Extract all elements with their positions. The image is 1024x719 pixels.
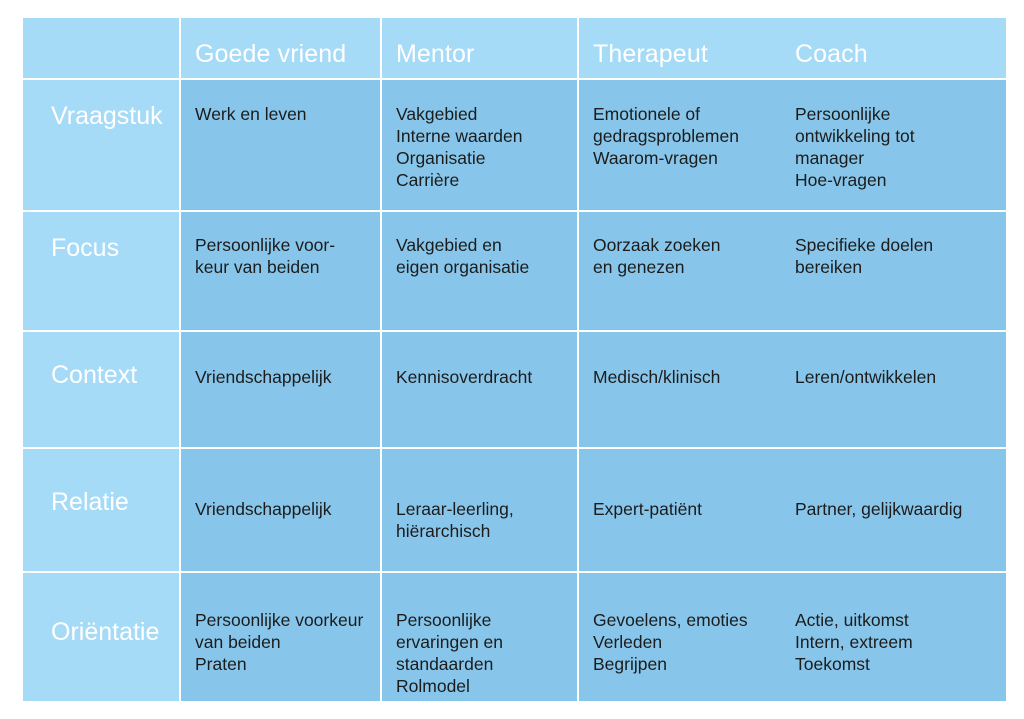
row-header-relatie: Relatie [23, 449, 181, 573]
table-cell [181, 212, 382, 332]
cell-line: Persoonlijke [795, 104, 891, 124]
cell-line: Vriendschappelijk [195, 499, 332, 519]
cell-line: Vriendschappelijk [195, 367, 332, 387]
table-cell [382, 573, 579, 703]
table-cell [781, 332, 1008, 449]
row-header-focus: Focus [23, 212, 181, 332]
cell-line: Vakgebied [396, 104, 478, 124]
cell-line: Specifieke doelen [795, 235, 934, 255]
cell-line: Hoe-vragen [795, 170, 887, 190]
cell-line: Gevoelens, emoties [593, 610, 748, 630]
cell-line: Medisch/klinisch [593, 367, 721, 387]
cell-line: ontwikkeling tot [795, 126, 915, 146]
table-cell [579, 332, 781, 449]
cell-line: Rolmodel [396, 676, 470, 696]
cell-line: Oorzaak zoeken [593, 235, 721, 255]
cell-line: Intern, extreem [795, 632, 913, 652]
table-cell [382, 80, 579, 212]
cell-line: Persoonlijke [396, 610, 492, 630]
cell-line: Organisatie [396, 148, 486, 168]
cell-line: gedragsproblemen [593, 126, 739, 146]
cell-line: bereiken [795, 257, 863, 277]
column-header-therapeut: Therapeut [579, 18, 781, 80]
table-cell [781, 449, 1008, 573]
cell-line: Partner, gelijkwaardig [795, 499, 963, 519]
table-cell [579, 449, 781, 573]
table-cell [382, 212, 579, 332]
column-header-goede-vriend: Goede vriend [181, 18, 382, 80]
cell-line: Actie, uitkomst [795, 610, 909, 630]
cell-line: Praten [195, 654, 247, 674]
table-cell [579, 212, 781, 332]
table-cell [781, 80, 1008, 212]
cell-line: Leren/ontwikkelen [795, 367, 937, 387]
cell-line: Emotionele of [593, 104, 701, 124]
table-cell [781, 573, 1008, 703]
cell-line: Leraar-leerling, [396, 499, 514, 519]
table-cell [781, 212, 1008, 332]
cell-line: Carrière [396, 170, 460, 190]
cell-line: van beiden [195, 632, 281, 652]
cell-line: Verleden [593, 632, 663, 652]
cell-line: eigen organisatie [396, 257, 530, 277]
cell-line: Werk en leven [195, 104, 307, 124]
cell-line: en genezen [593, 257, 685, 277]
cell-line: Expert-patiënt [593, 499, 702, 519]
cell-line: ervaringen en [396, 632, 504, 652]
cell-line: Waarom-vragen [593, 148, 718, 168]
comparison-table [23, 18, 1008, 703]
cell-line: Kennisoverdracht [396, 367, 533, 387]
column-header-coach: Coach [781, 18, 1008, 80]
row-header-context: Context [23, 332, 181, 449]
table-cell [382, 332, 579, 449]
table-cell [181, 80, 382, 212]
table-cell [579, 80, 781, 212]
cell-line: hiërarchisch [396, 521, 491, 541]
cell-line: keur van beiden [195, 257, 320, 277]
table-cell [579, 573, 781, 703]
table-cell [181, 573, 382, 703]
cell-line: Begrijpen [593, 654, 667, 674]
table-cell [181, 449, 382, 573]
cell-line: Persoonlijke voorkeur [195, 610, 364, 630]
column-header-mentor: Mentor [382, 18, 579, 80]
table-cell [181, 332, 382, 449]
cell-line: Persoonlijke voor- [195, 235, 336, 255]
cell-line: Toekomst [795, 654, 870, 674]
row-header-vraagstuk: Vraagstuk [23, 80, 181, 212]
cell-line: Vakgebied en [396, 235, 502, 255]
table-cell [382, 449, 579, 573]
cell-line: standaarden [396, 654, 494, 674]
corner-cell [23, 18, 181, 80]
cell-line: manager [795, 148, 865, 168]
cell-line: Interne waarden [396, 126, 523, 146]
row-header-orientatie: Oriëntatie [23, 573, 181, 703]
